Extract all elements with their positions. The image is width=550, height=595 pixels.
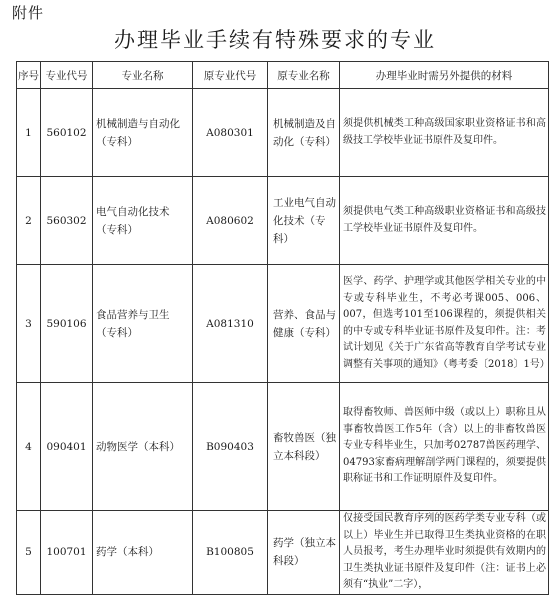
row-old-major-code: B090403 bbox=[193, 383, 268, 511]
row-seq: 5 bbox=[17, 511, 41, 595]
header-major-name: 专业名称 bbox=[93, 62, 193, 89]
header-major-code: 专业代号 bbox=[41, 62, 93, 89]
special-majors-table bbox=[16, 61, 549, 595]
table-row bbox=[17, 265, 549, 383]
table-row bbox=[17, 383, 549, 511]
row-old-major-code: A080602 bbox=[193, 177, 268, 265]
row-major-code: 100701 bbox=[41, 511, 93, 595]
row-seq: 4 bbox=[17, 383, 41, 511]
row-requirement: 仅接受国民教育序列的医药学类专业专科（或以上）毕业生并已取得卫生类执业资格的在职人员报考，考生办理毕业时须提供有效期内的卫生类执业证书原件及复印件（注：证书上必须有“执业”二字）， bbox=[340, 511, 549, 595]
row-old-major-name: 营养、食品与健康（专科） bbox=[268, 265, 340, 383]
row-requirement: 须提供机械类工种高级国家职业资格证书和高级技工学校毕业证书原件及复印件。 bbox=[340, 89, 549, 177]
row-major-name: 机械制造与自动化（专科） bbox=[93, 89, 193, 177]
row-requirement: 取得畜牧师、兽医师中级（或以上）职称且从事畜牧兽医工作5年（含）以上的非畜牧兽医专业专科毕业生，只加考02787兽医药理学、04793家畜病理解剖学两门课程的，须要提供职称证书和工作证明原件及复印件。 bbox=[340, 383, 549, 511]
row-requirement: 须提供电气类工种高级职业资格证书和高级技工学校毕业证书原件及复印件。 bbox=[340, 177, 549, 265]
row-major-code: 560302 bbox=[41, 177, 93, 265]
row-major-code: 560102 bbox=[41, 89, 93, 177]
row-seq: 3 bbox=[17, 265, 41, 383]
row-old-major-code: B100805 bbox=[193, 511, 268, 595]
table-row bbox=[17, 511, 549, 595]
row-old-major-code: A080301 bbox=[193, 89, 268, 177]
row-major-name: 药学（本科） bbox=[93, 511, 193, 595]
row-requirement: 医学、药学、护理学或其他医学相关专业的中专或专科毕业生，不考必考课005、006、007，但选考101至106课程的，须提供相关的中专或专科毕业证书原件及复印件。注：考试计划见《关于广东省高等教育自学考试专业调整有关事项的通知》（粤考委〔2018〕1号） bbox=[340, 265, 549, 383]
row-old-major-name: 药学（独立本科段） bbox=[268, 511, 340, 595]
row-old-major-name: 工业电气自动化技术（专科） bbox=[268, 177, 340, 265]
header-old-major-name: 原专业名称 bbox=[268, 62, 340, 89]
row-major-name: 电气自动化技术（专科） bbox=[93, 177, 193, 265]
header-old-major-code: 原专业代号 bbox=[193, 62, 268, 89]
table-header-row bbox=[17, 62, 549, 89]
row-seq: 2 bbox=[17, 177, 41, 265]
row-seq: 1 bbox=[17, 89, 41, 177]
table-row bbox=[17, 89, 549, 177]
page-title: 办理毕业手续有特殊要求的专业 bbox=[114, 28, 436, 52]
header-requirements: 办理毕业时需另外提供的材料 bbox=[340, 62, 549, 89]
row-major-name: 食品营养与卫生（专科） bbox=[93, 265, 193, 383]
row-major-code: 090401 bbox=[41, 383, 93, 511]
row-old-major-name: 畜牧兽医（独立本科段） bbox=[268, 383, 340, 511]
row-major-name: 动物医学（本科） bbox=[93, 383, 193, 511]
attachment-label: 附件 bbox=[12, 4, 45, 22]
table-row bbox=[17, 177, 549, 265]
row-major-code: 590106 bbox=[41, 265, 93, 383]
row-old-major-code: A081310 bbox=[193, 265, 268, 383]
row-old-major-name: 机械制造及自动化（专科） bbox=[268, 89, 340, 177]
header-seq: 序号 bbox=[17, 62, 41, 89]
